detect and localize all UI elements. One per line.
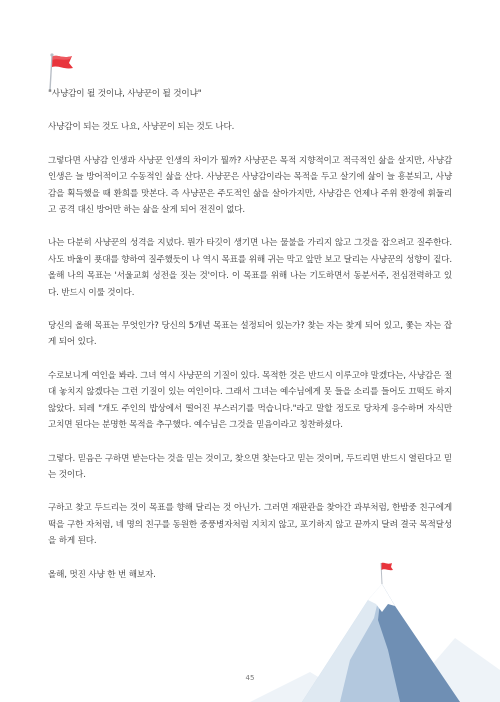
paragraph: 나는 다분히 사냥꾼의 성격을 지녔다. 뭔가 타깃이 생기면 나는 물불을 가리지 않고 그것을 잡으려고 질주한다. 사도 바울이 푯대를 향하여 질주했듯이 나 역시 목표를 위해 귀는 막고 앞만 보고 달리는 사냥꾼의 성향이 짙다. 올해 나의 목표는 '서울교회 성전을 짓는 것'이다. 이 목표를 위해 나는 기도하면서 동분서주, 전심전력하고 있다. 반드시 이룰 것이다. (48, 238, 452, 298)
summit-flag-icon (382, 563, 394, 570)
body-text (48, 86, 452, 583)
paragraph: 당신의 올해 목표는 무엇인가? 당신의 5개년 목표는 설정되어 있는가? 찾는 자는 찾게 되어 있고, 쫓는 자는 잡게 되어 있다. (48, 321, 452, 348)
paragraph: 그렇다면 사냥감 인생과 사냥꾼 인생의 차이가 뭘까? 사냥꾼은 목적 지향적이고 적극적인 삶을 살지만, 사냥감 인생은 늘 방어적이고 수동적인 삶을 산다. 사냥꾼은 사냥감이라는 목적을 두고 살기에 삶이 늘 흥분되고, 사냥감을 획득했을 때 환희를 맛본다. 즉 사냥꾼은 주도적인 삶을 살아가지만, 사냥감은 언제나 주위 환경에 휘둘리고 공격 대신 방어만 하는 삶을 살게 되어 전진이 없다. (48, 155, 452, 216)
paragraph: 사냥감이 되는 것도 나요, 사냥꾼이 되는 것도 나다. (48, 122, 235, 133)
page-number: 45 (245, 674, 255, 682)
paragraph: 수로보니게 여인을 봐라. 그녀 역시 사냥꾼의 기질이 있다. 목적한 것은 반드시 이루고야 말겠다는, 사냥감은 절대 놓치지 않겠다는 그런 기질이 있는 여인이다. 그래서 그녀는 예수님에게 못 들을 소리를 들어도 끄떡도 하지 않았다. 되레 "개도 주인의 밥상에서 떨어진 부스러기를 먹습니다."라고 말할 정도로 당차게 응수하며 자식만 고치면 된다는 분명한 목적을 추구했다. 예수님은 그것을 믿음이라고 칭찬하셨다. (48, 370, 452, 431)
quote-heading: "사냥감이 될 것이냐, 사냥꾼이 될 것이냐" (48, 89, 202, 99)
paragraph: 구하고 찾고 두드리는 것이 목표를 향해 달리는 것 아닌가. 그러면 재판관을 찾아간 과부처럼, 한밤중 친구에게 떡을 구한 자처럼, 네 명의 친구를 동원한 중풍병자처럼 지치지 않고, 포기하지 않고 끝까지 달려 결국 목적달성을 하게 된다. (48, 503, 452, 547)
paragraph: 그렇다. 믿음은 구하면 받는다는 것을 믿는 것이고, 찾으면 찾는다고 믿는 것이며, 두드리면 반드시 열린다고 믿는 것이다. (48, 453, 452, 480)
paragraph: 올해, 멋진 사냥 한 번 해보자. (48, 569, 156, 580)
